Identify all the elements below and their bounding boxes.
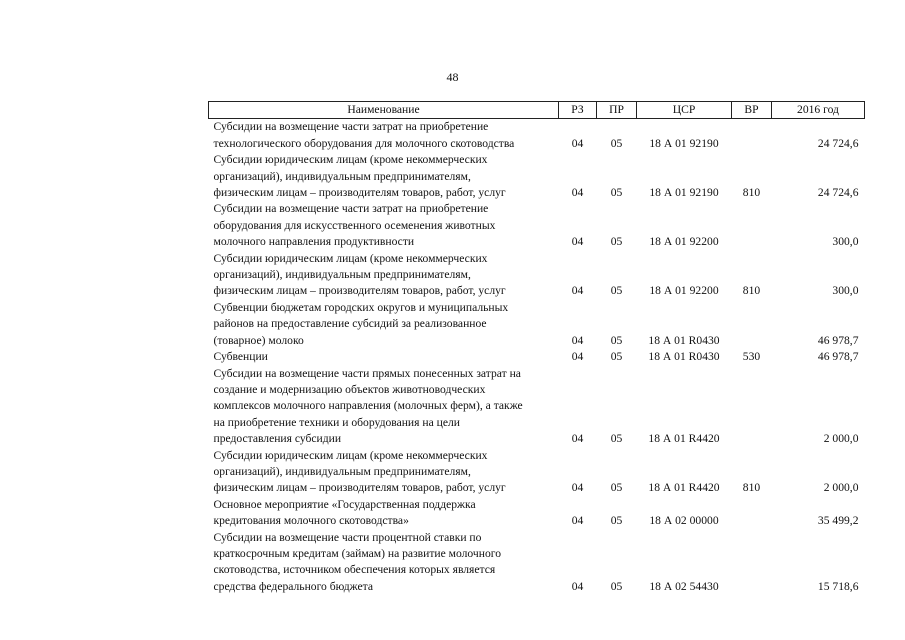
row-name-line: Субсидии на возмещение части затрат на приобретение	[213, 120, 489, 134]
row-pr: 05	[610, 514, 623, 528]
row-name-line: средства федерального бюджета	[213, 579, 373, 593]
row-name-line: физическим лицам – производителям товаров, работ, услуг	[213, 481, 506, 495]
row-rz: 04	[571, 579, 584, 593]
row-rz: 04	[571, 481, 584, 495]
row-pr: 05	[610, 350, 623, 364]
row-name-line: молочного направления продуктивности	[213, 235, 415, 249]
row-name	[209, 349, 559, 365]
row-csr: 18 А 01 R4420	[648, 432, 720, 446]
row-name	[209, 366, 559, 448]
row-rz: 04	[571, 350, 584, 364]
row-name	[209, 530, 559, 596]
row-vr: 810	[742, 186, 761, 200]
row-name-line: организаций), индивидуальным предпринимателям,	[213, 268, 471, 282]
row-csr: 18 А 01 92200	[649, 284, 719, 298]
row-amount: 46 978,7	[817, 333, 859, 347]
row-rz: 04	[571, 235, 584, 249]
row-rz: 04	[571, 432, 584, 446]
row-name	[209, 119, 559, 152]
header-name: Наименование	[209, 102, 559, 119]
row-name-line: краткосрочным кредитам (займам) на развитие молочного	[213, 546, 501, 560]
row-name-line: Субвенции	[213, 350, 268, 364]
row-csr: 18 А 01 R0430	[648, 333, 720, 347]
row-name-line: организаций), индивидуальным предпринимателям,	[213, 464, 471, 478]
row-csr: 18 А 01 92200	[649, 235, 719, 249]
table-row	[209, 448, 865, 497]
row-name-line: (товарное) молоко	[213, 333, 304, 347]
row-name	[209, 448, 559, 497]
row-csr: 18 А 02 54430	[649, 579, 719, 593]
row-name-line: Субвенции бюджетам городских округов и муниципальных	[213, 300, 509, 314]
row-pr: 05	[610, 333, 623, 347]
table-header	[209, 102, 865, 119]
row-name-line: комплексов молочного направления (молочных ферм), а также	[213, 399, 523, 413]
header-csr: ЦСР	[637, 102, 732, 119]
row-rz: 04	[571, 284, 584, 298]
row-name-line: Основное мероприятие «Государственная поддержка	[213, 497, 476, 511]
table-row	[209, 119, 865, 152]
header-rz: РЗ	[559, 102, 597, 119]
table-body	[209, 119, 865, 595]
row-vr	[732, 366, 772, 448]
row-csr: 18 А 02 00000	[649, 514, 719, 528]
row-amount: 2 000,0	[823, 481, 859, 495]
row-amount: 24 724,6	[817, 136, 859, 150]
row-name-line: Субсидии на возмещение части прямых понесенных затрат на	[213, 366, 521, 380]
row-name	[209, 300, 559, 349]
row-name-line: скотоводства, источником обеспечения которых является	[213, 563, 496, 577]
row-name	[209, 152, 559, 201]
row-csr: 18 А 01 R0430	[648, 350, 720, 364]
row-pr: 05	[610, 284, 623, 298]
row-amount: 24 724,6	[817, 186, 859, 200]
row-name-line: оборудования для искусственного осеменения животных	[213, 218, 496, 232]
row-pr: 05	[610, 186, 623, 200]
row-name	[209, 251, 559, 300]
page-number: 48	[446, 70, 459, 84]
table-row	[209, 497, 865, 530]
table-row	[209, 530, 865, 596]
row-vr	[732, 497, 772, 530]
row-name-line: Субсидии юридическим лицам (кроме некоммерческих	[213, 251, 488, 265]
row-csr: 18 А 01 R4420	[648, 481, 720, 495]
table-row	[209, 152, 865, 201]
row-name-line: создание и модернизацию объектов животноводческих	[213, 382, 486, 396]
row-amount: 35 499,2	[817, 514, 859, 528]
header-pr: ПР	[597, 102, 637, 119]
table-row	[209, 349, 865, 365]
row-name-line: физическим лицам – производителям товаров, работ, услуг	[213, 284, 506, 298]
row-name-line: технологического оборудования для молочного скотоводства	[213, 136, 515, 150]
row-csr: 18 А 01 92190	[649, 136, 719, 150]
row-rz: 04	[571, 186, 584, 200]
row-rz: 04	[571, 333, 584, 347]
row-vr	[732, 201, 772, 250]
row-pr: 05	[610, 235, 623, 249]
row-amount: 2 000,0	[823, 432, 859, 446]
row-amount: 300,0	[832, 235, 859, 249]
row-name-line: организаций), индивидуальным предпринимателям,	[213, 169, 471, 183]
row-name-line: районов на предоставление субсидий за реализованное	[213, 317, 487, 331]
row-vr	[732, 530, 772, 596]
row-name	[209, 497, 559, 530]
row-amount: 300,0	[832, 284, 859, 298]
row-amount: 46 978,7	[817, 350, 859, 364]
row-amount: 15 718,6	[817, 579, 859, 593]
table-row	[209, 366, 865, 448]
row-rz: 04	[571, 514, 584, 528]
row-name-line: Субсидии юридическим лицам (кроме некоммерческих	[213, 448, 488, 462]
row-name-line: Субсидии на возмещение части затрат на приобретение	[213, 202, 489, 216]
row-name-line: кредитования молочного скотоводства»	[213, 514, 409, 528]
table-row	[209, 201, 865, 250]
table-row	[209, 251, 865, 300]
header-vr: ВР	[732, 102, 772, 119]
row-vr	[732, 300, 772, 349]
budget-table	[208, 101, 865, 595]
row-vr	[732, 119, 772, 152]
header-year: 2016 год	[772, 102, 865, 119]
row-name-line: Субсидии юридическим лицам (кроме некоммерческих	[213, 153, 488, 167]
row-name	[209, 201, 559, 250]
row-name-line: предоставления субсидии	[213, 432, 342, 446]
row-rz: 04	[571, 136, 584, 150]
row-name-line: на приобретение техники и оборудования на цели	[213, 415, 460, 429]
row-csr: 18 А 01 92190	[649, 186, 719, 200]
row-vr: 810	[742, 284, 761, 298]
table-row	[209, 300, 865, 349]
row-name-line: физическим лицам – производителям товаров, работ, услуг	[213, 186, 506, 200]
row-pr: 05	[610, 432, 623, 446]
row-pr: 05	[610, 579, 623, 593]
row-pr: 05	[610, 136, 623, 150]
row-name-line: Субсидии на возмещение части процентной ставки по	[213, 530, 482, 544]
row-pr: 05	[610, 481, 623, 495]
row-vr: 530	[742, 350, 761, 364]
row-vr: 810	[742, 481, 761, 495]
